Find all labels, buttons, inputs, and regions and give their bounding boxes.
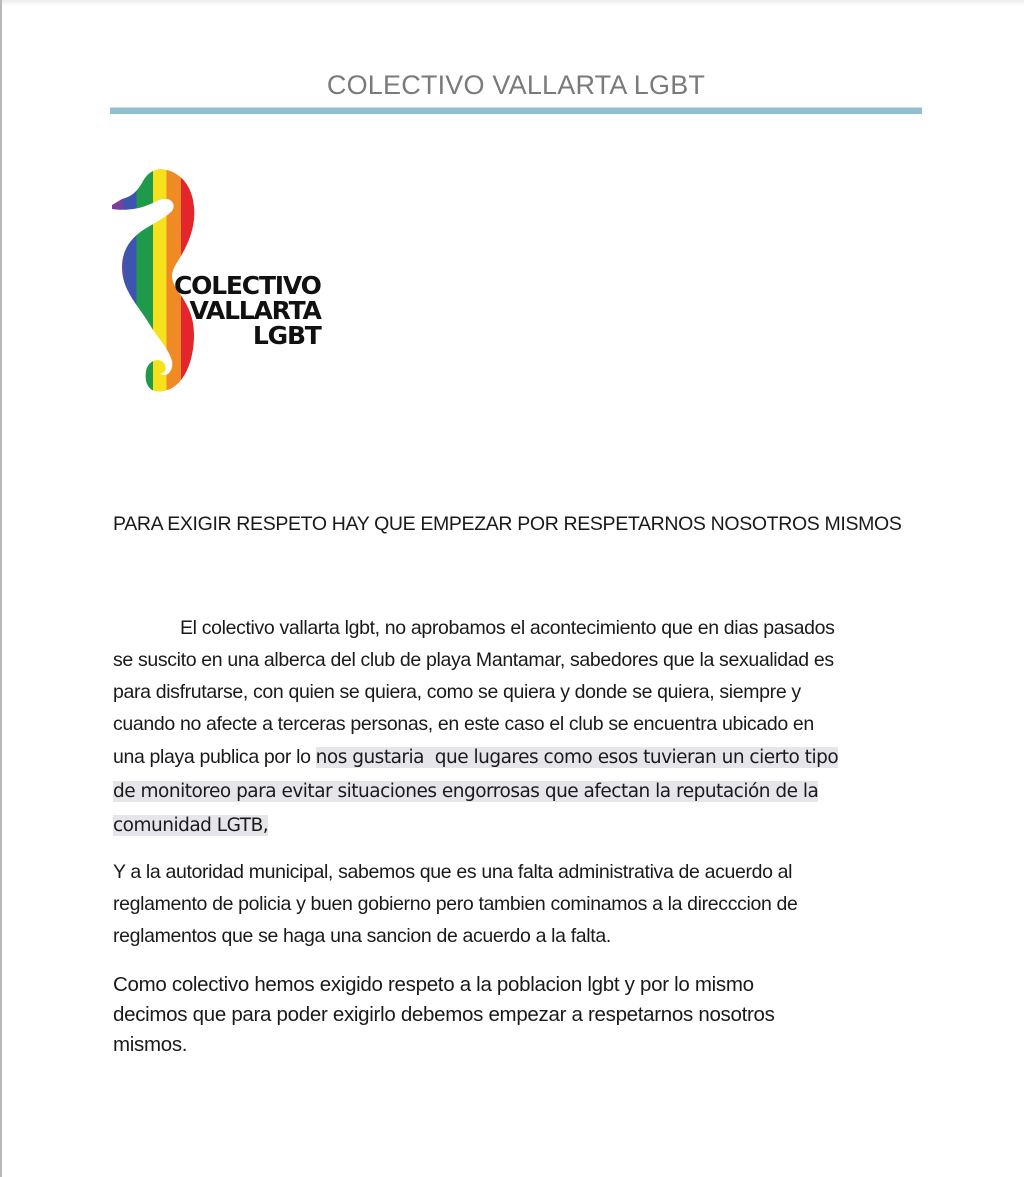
document-headline: PARA EXIGIR RESPETO HAY QUE EMPEZAR POR RESPETARNOS NOSOTROS MISMOS bbox=[113, 513, 902, 535]
page-top-shadow bbox=[0, 0, 1024, 6]
paragraph-1 bbox=[113, 612, 913, 842]
paragraph-line-highlighted bbox=[113, 808, 913, 842]
paragraph-line: cuando no afecte a terceras personas, en este caso el club se encuentra ubicado en bbox=[113, 713, 814, 735]
highlighted-text: de monitoreo para evitar situaciones engorrosas que afectan la reputación de la bbox=[113, 781, 819, 802]
paragraph-line: mismos. bbox=[113, 1033, 188, 1056]
header-divider bbox=[110, 107, 922, 114]
logo-line: LGBT bbox=[252, 321, 321, 350]
logo-line: VALLARTA bbox=[189, 296, 321, 325]
paragraph-2 bbox=[113, 856, 913, 952]
paragraph-3 bbox=[113, 970, 913, 1060]
paragraph-line: Como colectivo hemos exigido respeto a la poblacion lgbt y por lo mismo bbox=[113, 973, 754, 996]
paragraph-line: para disfrutarse, con quien se quiera, como se quiera y donde se quiera, siempre y bbox=[113, 681, 801, 703]
paragraph-line: se suscito en una alberca del club de playa Mantamar, sabedores que la sexualidad es bbox=[113, 649, 834, 671]
paragraph-line: Y a la autoridad municipal, sabemos que es una falta administrativa de acuerdo al bbox=[113, 861, 793, 883]
page-left-border bbox=[0, 0, 2, 1177]
paragraph-line-mixed bbox=[113, 740, 913, 774]
organization-logo bbox=[108, 165, 348, 397]
logo-wordmark bbox=[174, 273, 321, 348]
paragraph-line-highlighted bbox=[113, 774, 913, 808]
paragraph-line: decimos que para poder exigirlo debemos empezar a respetarnos nosotros bbox=[113, 1003, 775, 1026]
paragraph-text: una playa publica por lo bbox=[113, 746, 316, 768]
highlighted-text: nos gustaria que lugares como esos tuvieran un cierto tipo bbox=[315, 747, 839, 768]
paragraph-line: El colectivo vallarta lgbt, no aprobamos el acontecimiento que en dias pasados bbox=[180, 617, 835, 639]
paragraph-line: reglamentos que se haga una sancion de acuerdo a la falta. bbox=[113, 925, 611, 947]
logo-line: COLECTIVO bbox=[174, 271, 321, 300]
highlighted-text: comunidad LGTB, bbox=[113, 815, 269, 836]
paragraph-line: reglamento de policia y buen gobierno pero tambien cominamos a la direcccion de bbox=[113, 893, 798, 915]
document-header-title: COLECTIVO VALLARTA LGBT bbox=[326, 70, 706, 100]
